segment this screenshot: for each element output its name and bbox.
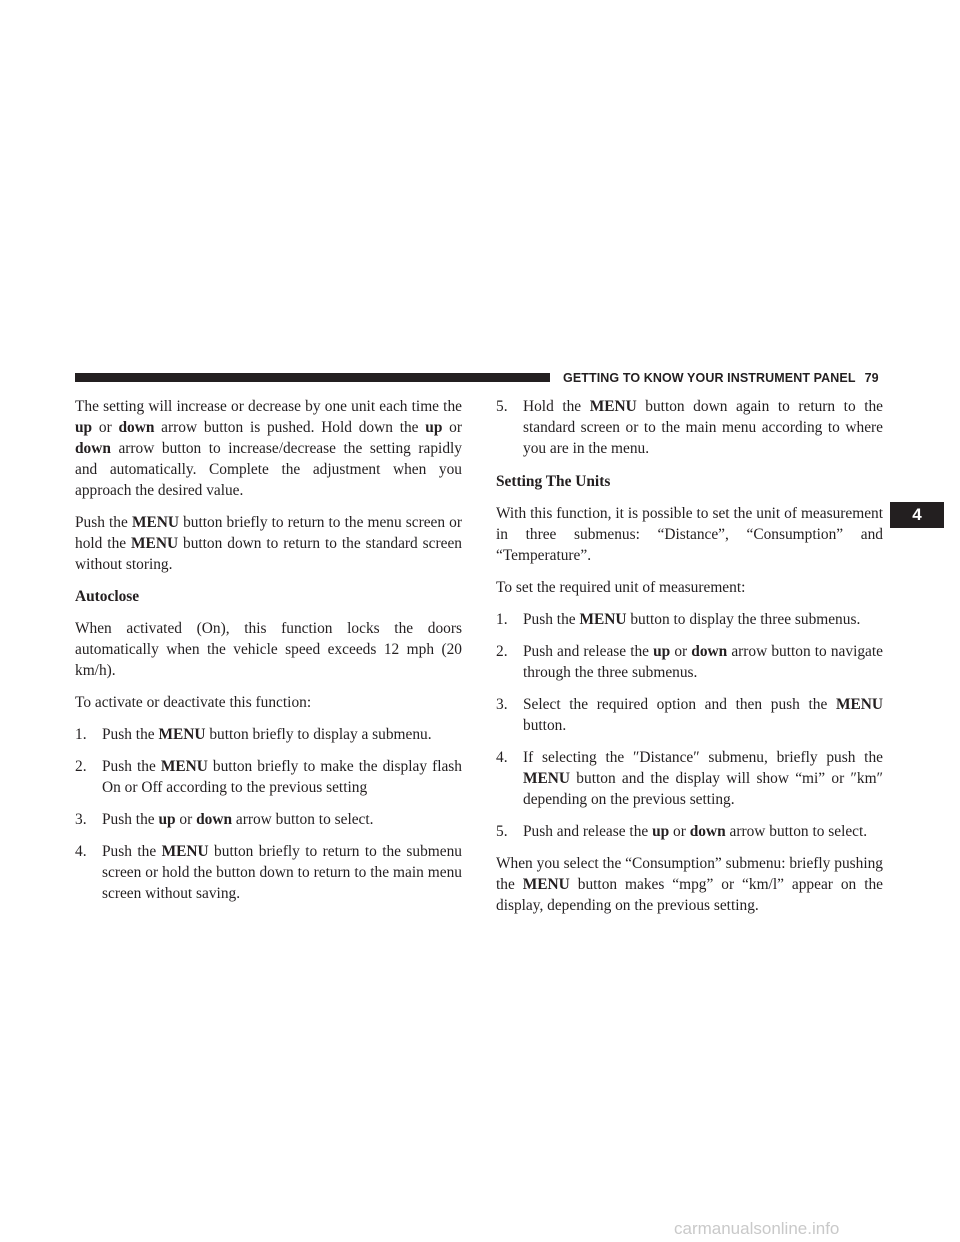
text: The setting will increase or decrease by one unit each time the [75, 398, 462, 415]
text: button down again to return to the standard screen or to the main menu according to where you are in the menu. [523, 398, 883, 457]
list-item [496, 609, 883, 630]
list-item [75, 756, 462, 798]
watermark: carmanualsonline.info [674, 1219, 840, 1238]
bold-term: MENU [589, 398, 637, 415]
text: Hold the [523, 398, 590, 415]
bold-term: up [75, 419, 93, 436]
header-rule [75, 373, 550, 382]
bold-term: up [652, 823, 670, 840]
bold-term: MENU [131, 535, 179, 552]
section-title: GETTING TO KNOW YOUR INSTRUMENT PANEL [563, 371, 856, 385]
text: If selecting the ″Distance″ submenu, briefly push the [523, 749, 883, 766]
text: button briefly to return to the menu screen or hold the [75, 514, 463, 552]
list-item [496, 396, 883, 459]
text: Push and release the [523, 643, 654, 660]
bold-term: MENU [579, 611, 627, 628]
text: button down to return to the standard screen without storing. [75, 535, 462, 573]
list-item [496, 747, 883, 810]
list-item [75, 809, 462, 830]
bold-term: down [689, 823, 726, 840]
bold-term: up [653, 643, 671, 660]
list-number: 5. [496, 398, 508, 415]
bold-term: down [196, 811, 233, 828]
list-item [496, 641, 883, 683]
text: arrow button to increase/decrease the setting rapidly and automatically. Complete the adjustment when you approach the desired value. [75, 440, 462, 499]
paragraph-autoclose-desc: When activated (On), this function locks the doors automatically when the vehicle speed exceeds 12 mph (20 km/h). [75, 620, 462, 679]
list-number: 3. [496, 696, 508, 713]
text: or [670, 643, 692, 660]
text: Push and release the [523, 823, 653, 840]
text: or [442, 419, 462, 436]
bold-term: MENU [160, 758, 208, 775]
text: Push the [75, 514, 132, 531]
text: arrow button to navigate through the three submenus. [523, 643, 883, 681]
right-column [496, 396, 883, 927]
paragraph-setting-adjust [75, 396, 462, 501]
paragraph-menu-return [75, 512, 462, 575]
heading-autoclose: Autoclose [75, 588, 140, 605]
paragraph-activate-intro: To activate or deactivate this function: [75, 694, 312, 711]
paragraph-consumption [496, 853, 883, 916]
list-item [496, 821, 883, 842]
page-number: 79 [864, 371, 879, 385]
list-number: 3. [75, 811, 87, 828]
text: Push the [102, 726, 159, 743]
text: button briefly to return to the submenu screen or hold the button down to return to the main menu screen without saving. [102, 843, 463, 902]
text: arrow button is pushed. Hold down the [154, 419, 426, 436]
bold-term: down [118, 419, 155, 436]
text: button. [523, 717, 567, 734]
bold-term: MENU [523, 770, 571, 787]
text: Push the [102, 811, 159, 828]
text: arrow button to select. [725, 823, 868, 840]
text: Push the [102, 843, 162, 860]
text: or [92, 419, 119, 436]
text: button briefly to display a submenu. [205, 726, 432, 743]
text: button makes “mpg” or “km/l” appear on the display, depending on the previous setting. [496, 876, 883, 914]
list-number: 4. [75, 843, 87, 860]
left-column [75, 396, 462, 915]
list-number: 2. [75, 758, 87, 775]
text: Push the [102, 758, 161, 775]
bold-term: MENU [131, 514, 179, 531]
text: arrow button to select. [232, 811, 374, 828]
text: or [175, 811, 197, 828]
text: Select the required option and then push the [523, 696, 836, 713]
text: or [669, 823, 690, 840]
list-item [75, 724, 462, 745]
text: button and the display will show “mi” or ″km″ depending on the previous setting. [523, 770, 883, 808]
bold-term: down [691, 643, 728, 660]
bold-term: up [158, 811, 176, 828]
text: Push the [523, 611, 580, 628]
heading-setting-units: Setting The Units [496, 473, 611, 490]
list-number: 1. [75, 726, 87, 743]
bold-term: MENU [522, 876, 570, 893]
paragraph-units-intro: To set the required unit of measurement: [496, 579, 746, 596]
list-item [75, 841, 462, 904]
text: button briefly to make the display flash On or Off according to the previous setting [102, 758, 462, 796]
text: button to display the three submenus. [626, 611, 861, 628]
bold-term: down [75, 440, 111, 457]
text: When you select the “Consumption” submenu: briefly pushing the [496, 855, 883, 893]
bold-term: up [425, 419, 443, 436]
list-number: 1. [496, 611, 508, 628]
bold-term: MENU [835, 696, 883, 713]
list-number: 4. [496, 749, 508, 766]
bold-term: MENU [161, 843, 209, 860]
list-item [496, 694, 883, 736]
running-header [563, 370, 885, 386]
paragraph-units-desc: With this function, it is possible to set the unit of measurement in three submenus: “Distance”, “Consumption” and “Temperature”. [496, 505, 883, 564]
list-number: 5. [496, 823, 508, 840]
list-number: 2. [496, 643, 508, 660]
bold-term: MENU [158, 726, 206, 743]
chapter-tab: 4 [890, 502, 944, 528]
